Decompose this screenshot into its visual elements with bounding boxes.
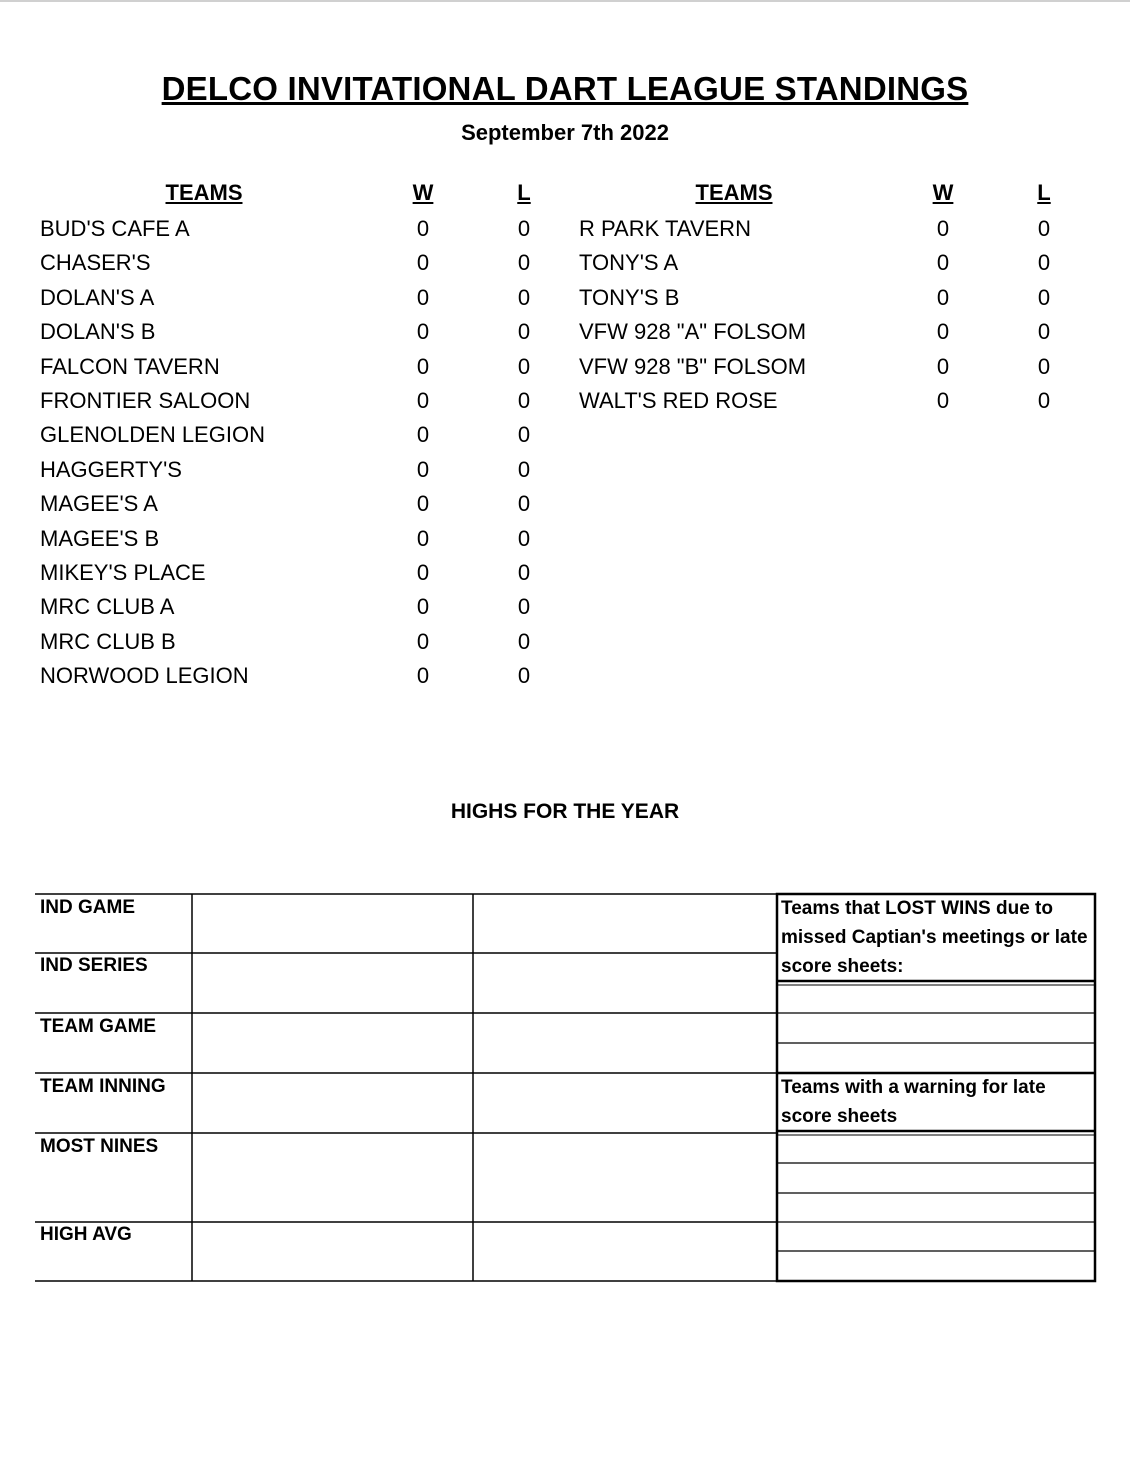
right-teams-header: TEAMS	[695, 180, 773, 205]
standings-row	[579, 384, 1099, 418]
team-name: MRC CLUB A	[40, 594, 175, 620]
team-losses: 0	[517, 422, 531, 448]
team-name: HAGGERTY'S	[40, 456, 182, 482]
standings-row	[40, 384, 560, 418]
standings-row	[40, 556, 560, 590]
team-name: MAGEE'S A	[40, 491, 158, 517]
team-wins: 0	[416, 422, 430, 448]
lost-wins-note: Teams that LOST WINS due to missed Captian's meetings or late score sheets:	[781, 898, 1088, 977]
standings-row	[40, 625, 560, 659]
standings-row	[579, 246, 1099, 280]
highs-title: HIGHS FOR THE YEAR	[450, 800, 680, 823]
left-teams-header: TEAMS	[165, 180, 243, 205]
team-name: BUD'S CAFE A	[40, 216, 190, 241]
team-name: GLENOLDEN LEGION	[40, 422, 265, 448]
team-name: DOLAN'S B	[40, 319, 156, 345]
ind-game-label: IND GAME	[40, 897, 135, 918]
standings-row	[579, 281, 1099, 315]
standings-row	[40, 487, 560, 521]
team-wins: 0	[936, 387, 950, 413]
left-losses-header: L	[517, 180, 531, 205]
team-name: FRONTIER SALOON	[40, 387, 251, 413]
team-wins: 0	[416, 250, 430, 276]
team-losses: 0	[1037, 387, 1051, 413]
team-losses: 0	[517, 628, 531, 654]
team-wins: 0	[416, 525, 430, 551]
warning-note: Teams with a warning for late score sheets	[781, 1077, 1046, 1127]
standings-row	[579, 315, 1099, 349]
team-losses: 0	[517, 353, 531, 379]
standings-date: September 7th 2022	[461, 120, 669, 145]
team-inning-label: TEAM INNING	[40, 1076, 166, 1097]
team-wins: 0	[416, 559, 430, 585]
team-losses: 0	[517, 319, 531, 345]
standings-row	[40, 350, 560, 384]
team-name: MAGEE'S B	[40, 525, 160, 551]
team-name: TONY'S A	[579, 250, 679, 276]
standings-row	[40, 246, 560, 280]
team-wins: 0	[416, 663, 430, 689]
team-wins: 0	[416, 491, 430, 517]
standings-row	[579, 350, 1099, 384]
ind-series-label: IND SERIES	[40, 955, 148, 976]
team-name: CHASER'S	[40, 250, 151, 276]
standings-row	[40, 281, 560, 315]
team-losses: 0	[517, 594, 531, 620]
team-losses: 0	[1037, 319, 1051, 345]
team-name: WALT'S RED ROSE	[579, 387, 778, 413]
right-wins-header: W	[932, 180, 954, 205]
team-losses: 0	[517, 559, 531, 585]
team-wins: 0	[936, 319, 950, 345]
team-wins: 0	[416, 387, 430, 413]
team-losses: 0	[1037, 284, 1051, 310]
top-border	[0, 0, 1130, 2]
team-losses: 0	[517, 284, 531, 310]
team-losses: 0	[517, 491, 531, 517]
team-losses: 0	[517, 250, 531, 276]
team-losses: 0	[517, 456, 531, 482]
standings-row	[40, 453, 560, 487]
standings-row	[40, 659, 560, 693]
standings-row	[579, 212, 1099, 246]
most-nines-label: MOST NINES	[40, 1136, 159, 1157]
team-wins: 0	[416, 284, 430, 310]
high-avg-label: HIGH AVG	[40, 1224, 132, 1245]
team-wins: 0	[416, 216, 430, 241]
team-name: TONY'S B	[579, 284, 680, 310]
team-wins: 0	[416, 628, 430, 654]
right-standings-list	[579, 212, 1099, 418]
page-title: DELCO INVITATIONAL DART LEAGUE STANDINGS	[161, 70, 969, 107]
team-wins: 0	[936, 353, 950, 379]
standings-row	[40, 315, 560, 349]
team-name: R PARK TAVERN	[579, 216, 751, 241]
team-losses: 0	[1037, 353, 1051, 379]
standings-row	[40, 418, 560, 452]
team-losses: 0	[517, 525, 531, 551]
team-wins: 0	[936, 250, 950, 276]
team-losses: 0	[1037, 250, 1051, 276]
standings-row	[40, 522, 560, 556]
team-name: NORWOOD LEGION	[40, 663, 249, 689]
left-standings-list	[40, 212, 560, 693]
team-wins: 0	[416, 353, 430, 379]
team-game-label: TEAM GAME	[40, 1016, 157, 1037]
team-name: FALCON TAVERN	[40, 353, 220, 379]
left-wins-header: W	[412, 180, 434, 205]
team-name: DOLAN'S A	[40, 284, 155, 310]
team-name: VFW 928 "B" FOLSOM	[579, 353, 807, 379]
team-name: MIKEY'S PLACE	[40, 559, 206, 585]
team-losses: 0	[517, 387, 531, 413]
team-losses: 0	[1037, 216, 1051, 241]
team-losses: 0	[517, 216, 531, 241]
standings-row	[40, 590, 560, 624]
team-name: MRC CLUB B	[40, 628, 176, 654]
right-losses-header: L	[1037, 180, 1051, 205]
team-wins: 0	[416, 456, 430, 482]
standings-row	[40, 212, 560, 246]
team-name: VFW 928 "A" FOLSOM	[579, 319, 807, 345]
team-wins: 0	[416, 594, 430, 620]
team-losses: 0	[517, 663, 531, 689]
team-wins: 0	[416, 319, 430, 345]
team-wins: 0	[936, 216, 950, 241]
team-wins: 0	[936, 284, 950, 310]
